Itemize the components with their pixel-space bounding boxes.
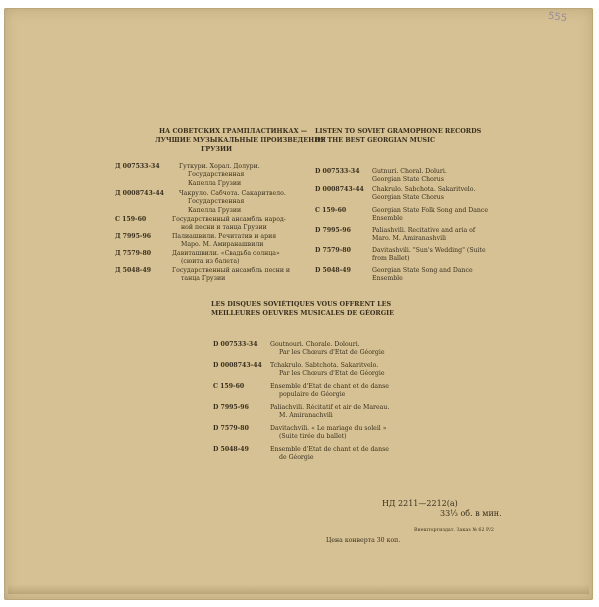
record-code: Д 007533-34 [115,163,160,170]
record-title-line: ной песни и танца Грузии [181,224,267,232]
russian-heading-line-3: ГРУЗИИ [201,145,233,153]
record-code: D 007533-34 [213,341,258,348]
record-title-line: populaire de Géorgie [279,391,346,399]
record-title-line: Чакруло. Сабчота. Сакаритвело. [179,190,286,197]
catalog-number: НД 2211—2212(а) [382,499,458,508]
handwritten-number: 555 [547,10,568,25]
record-title-line: Государственная [188,171,245,179]
record-title-line: Палиашвили. Речитатив и ария [172,233,277,240]
printer-imprint: Внешторгиздат. Заказ № 62 Р/2 [414,528,494,533]
record-title-line: Гуткури. Хорал. Долури. [179,163,260,170]
record-code: D 7995-96 [213,404,249,411]
record-title-line: Давиташвили. «Свадьба солнца» [172,250,280,257]
english-heading-line-2: OF THE BEST GEORGIAN MUSIC [315,136,436,144]
russian-heading-line-2: ЛУЧШИЕ МУЗЫКАЛЬНЫЕ ПРОИЗВЕДЕНИЯ [155,136,326,144]
record-code: Д 7579-80 [115,250,152,257]
french-heading-line-1: LES DISQUES SOVIÉTIQUES VOUS OFFRENT LES [211,300,392,308]
catalog-block [382,499,502,519]
record-title-line: Par les Chœurs d'Etat de Géorgie [279,349,385,357]
record-title-line: танца Грузии [181,275,226,283]
record-title-line: Gutnuri. Choral. Doluri. [372,168,447,175]
record-code: Д 5048-49 [115,267,152,274]
russian-heading [155,127,326,154]
record-title-line: Paliashvili. Recitative and aria of [372,227,476,234]
russian-heading-line-1: НА СОВЕТСКИХ ГРАМПЛАСТИНКАХ — [159,127,308,135]
record-code: D 5048-49 [315,267,351,274]
record-title-line: Chakrulo. Sabchota. Sakaritvelo. [372,186,476,193]
record-title-line: Georgian State Chorus [372,176,444,184]
record-title-line: Капелла Грузии [188,206,242,214]
record-code: D 7995-96 [315,227,351,234]
record-code: D 7579-80 [213,425,249,432]
record-title-line: (сюита из балета) [181,258,240,266]
english-heading-line-1: LISTEN TO SOVIET GRAMOPHONE RECORDS [315,127,482,135]
record-title-line: Государственный ансамбль песни и [172,267,291,274]
record-title-line: Georgian State Chorus [372,194,444,202]
record-title-line: M. Amiranachvili [279,412,333,420]
playback-speed: 33⅓ об. в мин. [440,509,502,518]
record-code: С 159-60 [115,216,147,223]
record-title-line: Государственная [188,198,245,206]
record-title-line: Paliachvili. Récitatif et air de Mareau. [270,404,390,411]
sleeve-price: Цена конверта 30 коп. [326,537,401,544]
record-code: D 5048-49 [213,446,249,453]
record-code: Д 0008743-44 [115,190,164,197]
record-title-line: (Suite tirée du ballet) [279,433,347,441]
record-title-line: Davitachvili. « Le mariage du soleil » [270,425,387,432]
record-title-line: Tchakrulo. Sabtchota. Sakaritvelo. [270,362,379,369]
record-title-line: Маро. М. Амиранашвили [181,241,264,249]
record-title-line: Goutnouri. Chorale. Dolouri. [270,341,360,348]
record-code: D 0008743-44 [213,362,262,369]
record-title-line: from Ballet) [372,255,410,263]
record-title-line: de Géorgie [279,454,314,462]
record-title-line: Ensemble [372,275,403,283]
record-title-line: Государственный ансамбль народ- [172,216,286,223]
record-title-line: Davitashvili. "Sun's Wedding" (Suite [372,247,486,254]
record-title-line: Ensemble [372,215,403,223]
record-code: Д 7995-96 [115,233,152,240]
french-heading-line-2: MEILLEURES OEUVRES MUSICALES DE GÉORGIE [211,309,395,317]
record-code: C 159-60 [315,207,347,214]
record-code: C 159-60 [213,383,245,390]
record-title-line: Par les Chœurs d'Etat de Géorgie [279,370,385,378]
record-title-line: Georgian State Folk Song and Dance [372,207,489,214]
french-heading [211,300,394,318]
record-code: D 007533-34 [315,168,360,175]
record-title-line: Капелла Грузии [188,179,242,187]
record-title-line: Ensemble d'Etat de chant et de danse [270,446,389,453]
record-title-line: Georgian State Song and Dance [372,267,473,274]
sleeve-edge-shadow [8,584,589,594]
record-code: D 7579-80 [315,247,351,254]
english-heading [315,127,481,145]
record-code: D 0008743-44 [315,186,364,193]
record-title-line: Maro. M. Amiranashvili [372,235,447,243]
record-title-line: Ensemble d'Etat de chant et de danse [270,383,389,390]
